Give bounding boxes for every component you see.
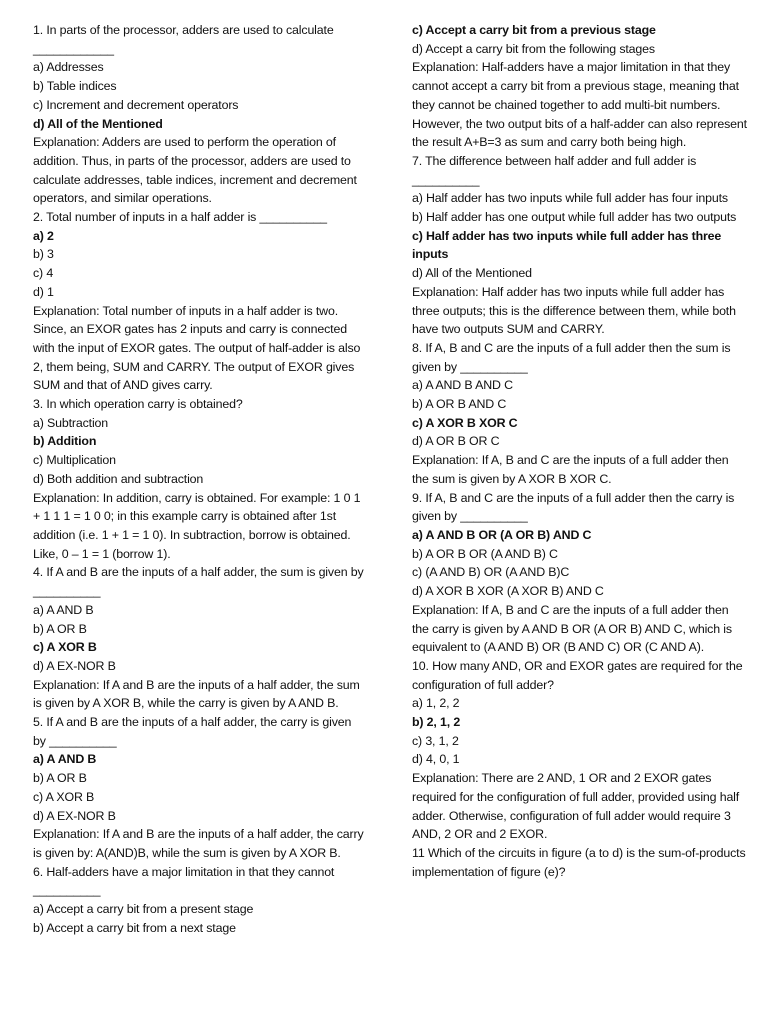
q1-option-d-answer: d) All of the Mentioned bbox=[33, 116, 163, 131]
q9-option-d: d) A XOR B XOR (A XOR B) AND C bbox=[412, 584, 604, 599]
q9-explanation: Explanation: If A, B and C are the inputs of a full adder then the carry is given by A AND B OR (A OR B) AND C, which is equivalent to (A AND B) OR (B AND C) OR (C AND A). bbox=[412, 602, 732, 655]
left-column bbox=[33, 21, 365, 937]
q7-option-d: d) All of the Mentioned bbox=[412, 266, 532, 281]
q3-option-c: c) Multiplication bbox=[33, 453, 116, 468]
q10-option-c: c) 3, 1, 2 bbox=[412, 733, 459, 748]
q8-option-b: b) A OR B AND C bbox=[412, 397, 507, 412]
q2-option-d: d) 1 bbox=[33, 284, 54, 299]
q4-option-b: b) A OR B bbox=[33, 621, 87, 636]
question-7: 7. The difference between half adder and full adder is __________ bbox=[412, 153, 697, 187]
q9-option-a-answer: a) A AND B OR (A OR B) AND C bbox=[412, 527, 592, 542]
question-11: 11 Which of the circuits in figure (a to d) is the sum-of-products implementation of figure (e)? bbox=[412, 845, 746, 879]
question-9: 9. If A, B and C are the inputs of a full adder then the carry is given by __________ bbox=[412, 490, 735, 524]
question-3: 3. In which operation carry is obtained? bbox=[33, 397, 243, 412]
question-4: 4. If A and B are the inputs of a half adder, the sum is given by __________ bbox=[33, 565, 364, 599]
q4-option-c-answer: c) A XOR B bbox=[33, 640, 97, 655]
q7-explanation: Explanation: Half adder has two inputs while full adder has three outputs; this is the difference between them, while both have two outputs SUM and CARRY. bbox=[412, 284, 736, 337]
q2-explanation: Explanation: Total number of inputs in a half adder is two. Since, an EXOR gates has 2 inputs and carry is connected with the input of EXOR gates. The output of half-adder is also 2, them being, SUM and CARRY. The output of EXOR gives SUM and that of AND gives carry. bbox=[33, 303, 361, 393]
q7-option-c-answer: c) Half adder has two inputs while full adder has three inputs bbox=[412, 228, 722, 262]
q6-option-a: a) Accept a carry bit from a present stage bbox=[33, 902, 254, 917]
q2-option-a-answer: a) 2 bbox=[33, 228, 54, 243]
q2-option-c: c) 4 bbox=[33, 266, 54, 281]
q1-option-b: b) Table indices bbox=[33, 79, 117, 94]
q4-option-a: a) A AND B bbox=[33, 602, 94, 617]
q1-option-c: c) Increment and decrement operators bbox=[33, 97, 239, 112]
q3-option-b-answer: b) Addition bbox=[33, 434, 97, 449]
q7-option-b: b) Half adder has one output while full adder has two outputs bbox=[412, 210, 737, 225]
q8-explanation: Explanation: If A, B and C are the inputs of a full adder then the sum is given by A XOR B XOR C. bbox=[412, 453, 729, 486]
q10-option-b-answer: b) 2, 1, 2 bbox=[412, 715, 461, 730]
q5-option-c: c) A XOR B bbox=[33, 789, 95, 804]
q4-option-d: d) A EX-NOR B bbox=[33, 658, 116, 673]
q5-option-d: d) A EX-NOR B bbox=[33, 808, 116, 823]
q1-explanation: Explanation: Adders are used to perform the operation of addition. Thus, in parts of the processor, adders are used to calculate addresses, table indices, increment and decrement operators, and similar operations. bbox=[33, 135, 357, 206]
q5-explanation: Explanation: If A and B are the inputs of a half adder, the carry is given by: A(AND)B, while the sum is given by A XOR B. bbox=[33, 827, 364, 860]
q6-option-c-answer: c) Accept a carry bit from a previous stage bbox=[412, 23, 656, 37]
q4-explanation: Explanation: If A and B are the inputs of a half adder, the sum is given by A XOR B, while the carry is given by A AND B. bbox=[33, 677, 360, 711]
q6-option-b: b) Accept a carry bit from a next stage bbox=[33, 920, 236, 935]
q1-option-a: a) Addresses bbox=[33, 60, 104, 75]
q10-explanation: Explanation: There are 2 AND, 1 OR and 2 EXOR gates required for the configuration of full adder, provided using half adder. Otherwise, configuration of full adder would require 3 AND, 2 OR and 2 EXOR. bbox=[412, 771, 740, 842]
question-6: 6. Half-adders have a major limitation in that they cannot __________ bbox=[33, 864, 335, 898]
q9-option-c: c) (A AND B) OR (A AND B)C bbox=[412, 565, 570, 580]
q7-option-a: a) Half adder has two inputs while full adder has four inputs bbox=[412, 191, 728, 206]
question-10: 10. How many AND, OR and EXOR gates are required for the configuration of full adder? bbox=[412, 658, 743, 692]
q2-option-b: b) 3 bbox=[33, 247, 54, 262]
q3-option-a: a) Subtraction bbox=[33, 415, 109, 430]
q10-option-d: d) 4, 0, 1 bbox=[412, 752, 460, 767]
right-column bbox=[412, 21, 748, 881]
q6-explanation: Explanation: Half-adders have a major limitation in that they cannot accept a carry bit from a previous stage, meaning that they cannot be chained together to add multi-bit numbers. However, the two output bits of a half-adder can also represent the result A+B=3 as sum and carry both being high. bbox=[412, 60, 747, 150]
q10-option-a: a) 1, 2, 2 bbox=[412, 696, 460, 711]
q9-option-b: b) A OR B OR (A AND B) C bbox=[412, 546, 558, 561]
q8-option-a: a) A AND B AND C bbox=[412, 378, 513, 393]
question-1: 1. In parts of the processor, adders are used to calculate ____________ bbox=[33, 23, 334, 56]
question-2: 2. Total number of inputs in a half adder is __________ bbox=[33, 210, 327, 225]
question-8: 8. If A, B and C are the inputs of a full adder then the sum is given by __________ bbox=[412, 340, 731, 374]
q3-explanation: Explanation: In addition, carry is obtained. For example: 1 0 1 + 1 1 1 = 1 0 0; in this example carry is obtained after 1st addition (i.e. 1 + 1 = 1 0). In subtraction, borrow is obtained. Like, 0 – 1 = 1 (borrow 1). bbox=[33, 490, 361, 561]
q5-option-b: b) A OR B bbox=[33, 771, 87, 786]
q3-option-d: d) Both addition and subtraction bbox=[33, 471, 204, 486]
q6-option-d: d) Accept a carry bit from the following stages bbox=[412, 41, 655, 56]
q8-option-c-answer: c) A XOR B XOR C bbox=[412, 415, 518, 430]
question-5: 5. If A and B are the inputs of a half adder, the carry is given by __________ bbox=[33, 715, 352, 748]
q5-option-a-answer: a) A AND B bbox=[33, 752, 97, 767]
q8-option-d: d) A OR B OR C bbox=[412, 434, 500, 449]
